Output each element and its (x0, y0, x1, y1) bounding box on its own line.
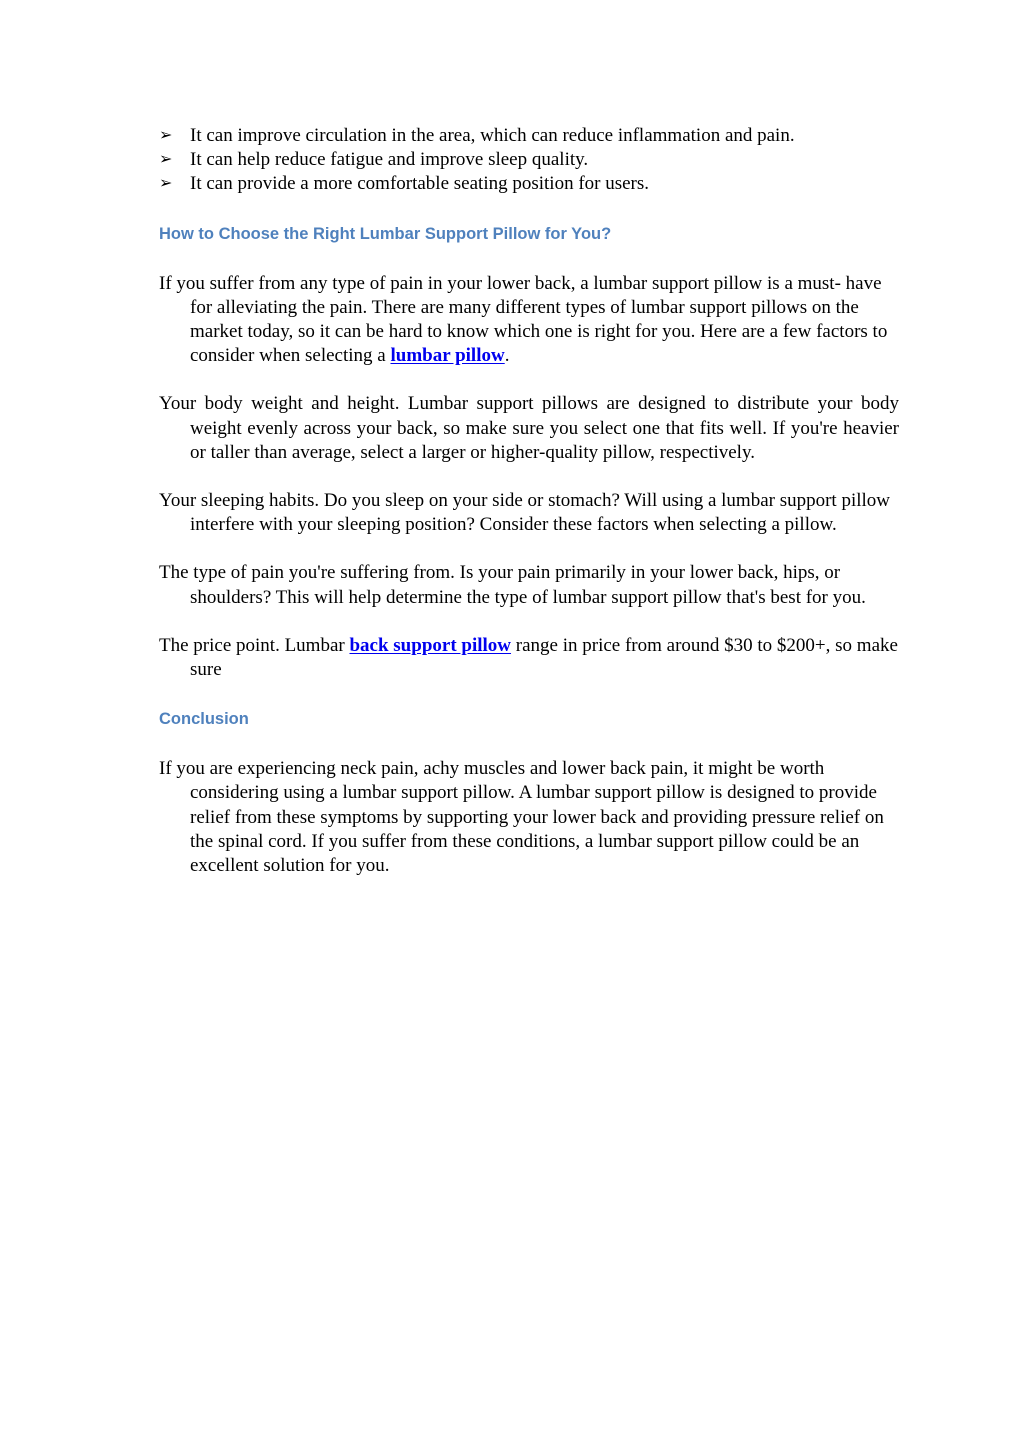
pain-type-paragraph: The type of pain you're suffering from. Is your pain primarily in your lower back, hips, or shoulders? This will help determine the type of lumbar support pillow that's best for you. (159, 562, 866, 608)
list-item-text: It can improve circulation in the area, which can reduce inflammation and pain. (190, 125, 795, 146)
arrowhead-bullet-icon: ➢ (159, 127, 173, 144)
lumbar-pillow-link[interactable]: lumbar pillow (390, 345, 505, 367)
list-item (159, 148, 899, 172)
price-point-paragraph (159, 634, 899, 682)
section-heading-choose: How to Choose the Right Lumbar Support Pillow for You? (159, 224, 612, 243)
price-text: The price point. Lumbar (159, 634, 350, 656)
list-item-text: It can help reduce fatigue and improve sleep quality. (190, 149, 589, 171)
body-weight-paragraph: Your body weight and height. Lumbar support pillows are designed to distribute your body weight evenly across your back, so make sure you select one that fits well. If you're heavier or taller than average, select a larger or higher-quality pillow, respectively. (159, 393, 899, 463)
back-support-pillow-link[interactable]: back support pillow (349, 634, 512, 656)
intro-end: . (504, 345, 510, 367)
intro-paragraph (159, 272, 899, 369)
arrowhead-bullet-icon: ➢ (159, 151, 173, 169)
intro-text: If you suffer from any type of pain in your lower back, a lumbar support pillow is a must- have for alleviating the pain. There are many different types of lumbar support pillows on the market today, so it can be hard to know which one is right for you. Here are a few factors to consider when selecting a (159, 272, 888, 367)
price-end: range in price from around $30 to $200+, so make sure (190, 634, 898, 681)
conclusion-paragraph: If you are experiencing neck pain, achy muscles and lower back pain, it might be worth considering using a lumbar support pillow. A lumbar support pillow is designed to provide relief from these symptoms by supporting your lower back and providing pressure relief on the spinal cord. If you suffer from these conditions, a lumbar support pillow could be an excellent solution for you. (159, 758, 884, 877)
list-item (159, 124, 899, 148)
benefits-list (159, 124, 899, 197)
arrowhead-bullet-icon: ➢ (159, 175, 173, 193)
document-page (159, 124, 899, 878)
list-item-text: It can provide a more comfortable seating position for users. (190, 173, 650, 195)
list-item (159, 172, 899, 196)
sleeping-habits-paragraph: Your sleeping habits. Do you sleep on your side or stomach? Will using a lumbar support pillow interfere with your sleeping position? Consider these factors when selecting a pillow. (159, 490, 891, 536)
section-heading-conclusion: Conclusion (159, 710, 249, 729)
